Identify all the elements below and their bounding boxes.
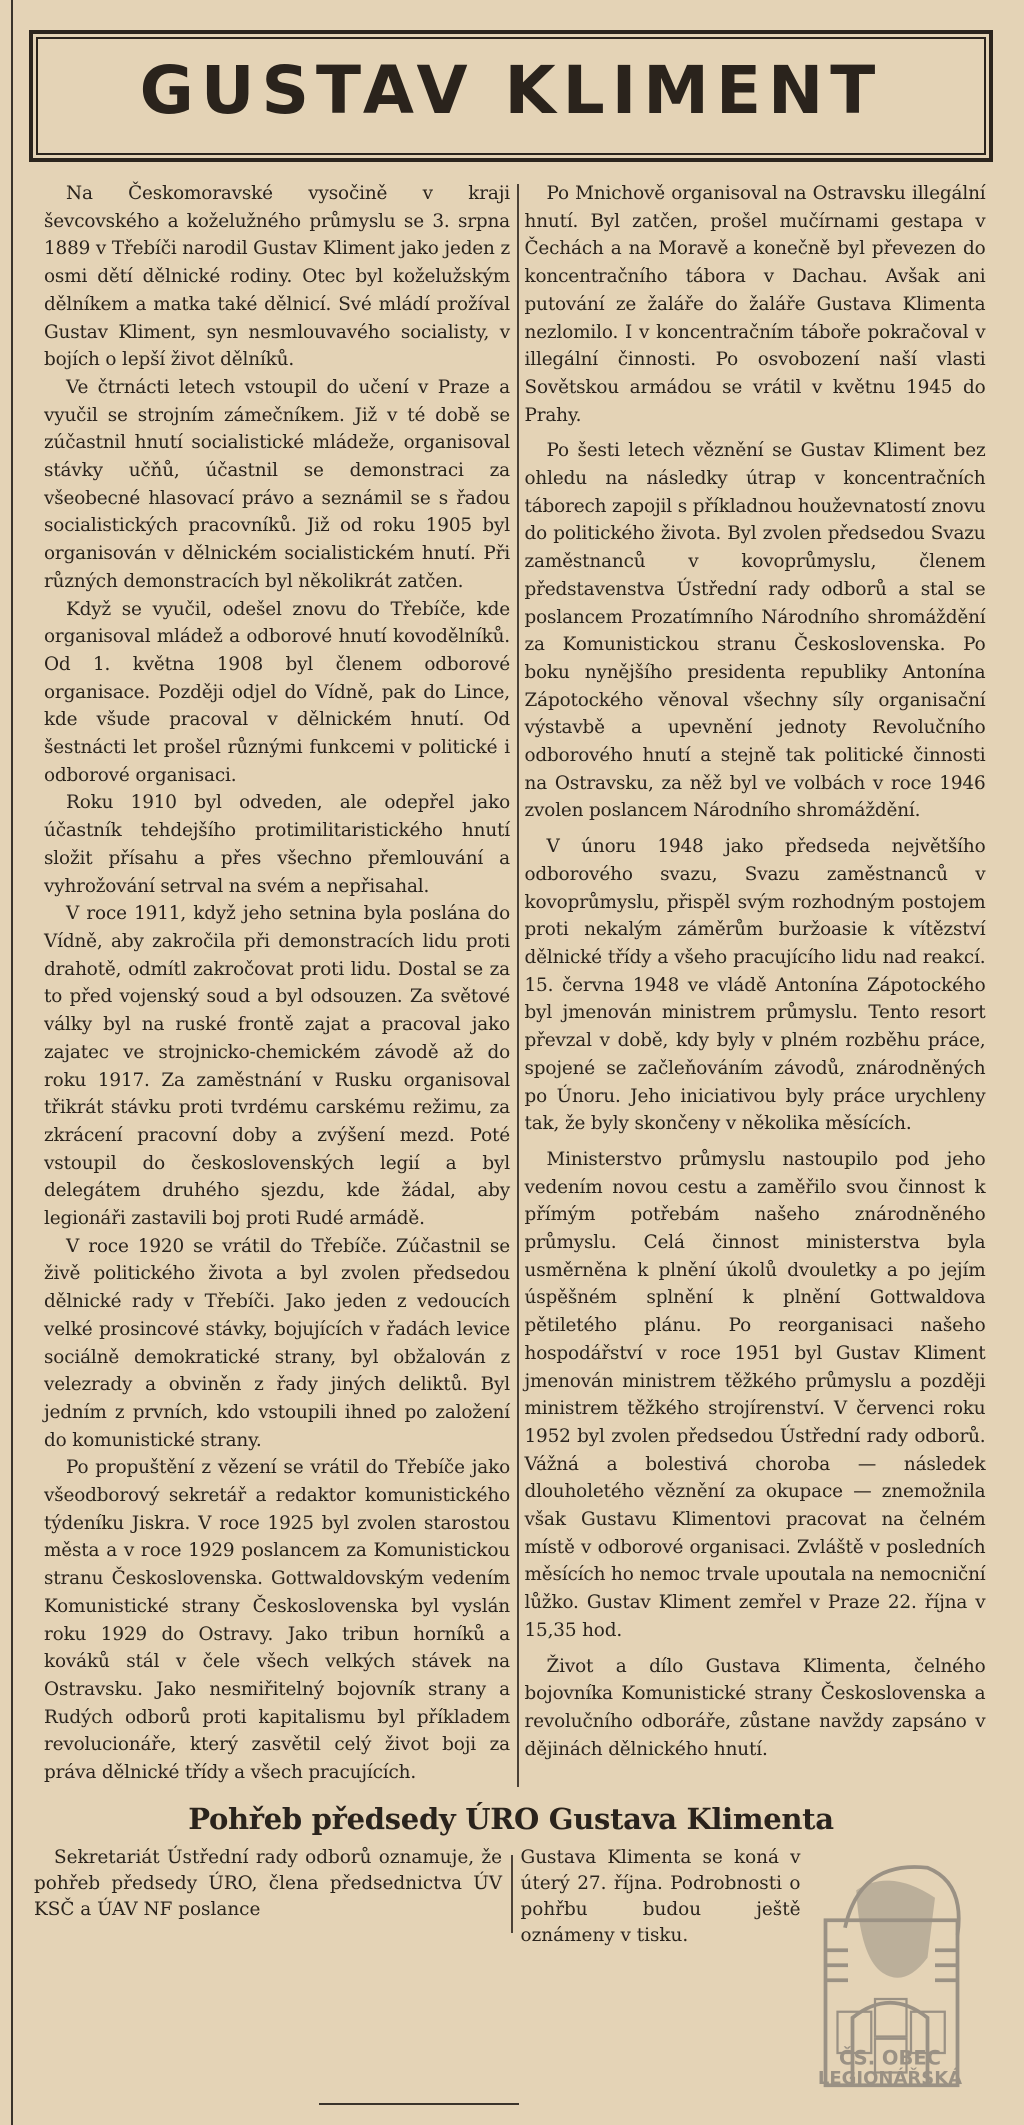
funeral-notice bbox=[29, 1845, 993, 2093]
paragraph: V únoru 1948 jako předseda největšího odborového svazu, Svazu zaměstnanců v kovoprůmyslu, přispěl svým rozhodným postojem proti nekalým záměrům buržoasie k vítězství dělnické třídy a všeho pracujícího lidu nad reakcí. 15. června 1948 ve vládě Antonína Zápotockého byl jmenován ministrem průmyslu. Tento resort převzal v době, kdy byly v plném rozběhu práce, spojené se začleňováním závodů, znárodněných po Únoru. Jeho iniciativou byly práce urychleny tak, že byly skončeny v několika měsících. bbox=[524, 836, 986, 1135]
legion-stamp-logo bbox=[815, 1845, 965, 2093]
paragraph: Po Mnichově organisoval na Ostravsku illegální hnutí. Byl zatčen, prošel mučírnami gestapa v Čechách a na Moravě a konečně byl převezen do koncentračního tábora v Dachau. Avšak ani putování ze žaláře do žaláře Gustava Klimenta nezlomilo. I v koncentračním táboře pokračoval v illegální činnosti. Po osvobození naší vlasti Sovětskou armádou se vrátil v květnu 1945 do Prahy. bbox=[524, 183, 986, 426]
left-column bbox=[44, 180, 510, 1787]
stamp-line2: LEGIONÁŘSKÁ bbox=[817, 2067, 962, 2089]
paragraph: V roce 1920 se vrátil do Třebíče. Zúčastnil se živě politického života a byl zvolen předsedou dělnické rady v Třebíči. Jako jeden z vedoucích velké prosincové stávky, bojujících v řadách levice sociálně demokratické strany, byl obžalován z velezrady a obviněn z řady jiných deliktů. Byl jedním z prvních, kdo vstoupili ihned po založení do komunistické strany. bbox=[44, 1235, 510, 1451]
column-divider bbox=[517, 184, 519, 1787]
closing-rule bbox=[319, 2103, 519, 2105]
paragraph: Roku 1910 byl odveden, ale odepřel jako účastník tehdejšího protimilitaristického hnutí složit přísahu a přes všechno přemlouvání a vyhrožování setrval na svém a nepřisahal. bbox=[44, 792, 510, 897]
paragraph: Gustava Klimenta se koná v úterý 27. října. Podrobnosti o pohřbu budou ještě oznámeny v tisku. bbox=[520, 1846, 801, 1946]
article-title: GUSTAV KLIMENT bbox=[139, 52, 883, 129]
paragraph: Po šesti letech věznění se Gustav Kliment bez ohledu na následky útrap v koncentračních táborech zapojil s příkladnou houževnatostí znovu do politického života. Byl zvolen předsedou Svazu zaměstnanců v kovoprůmyslu, členem představenstva Ústřední rady odborů a stal se poslancem Prozatímního Národního shromáždění za Komunistickou stranu Československa. Po boku nynějšího presidenta republiky Antonína Zápotockého věnoval všechny síly organisační výstavbě a upevnění jednoty Revolučního odborového hnutí a stejně tak politické činnosti na Ostravsku, za něž byl ve volbách v roce 1946 zvolen poslancem Národního shromáždění. bbox=[524, 440, 986, 822]
paragraph: V roce 1911, když jeho setnina byla poslána do Vídně, aby zakročila při demonstracích lidu proti drahotě, odmítl zakročovat proti lidu. Dostal se za to před vojenský soud a byl odsouzen. Za světové války byl na ruské frontě zajat a pracoval jako zajatec ve strojnicko-chemickém závodě až do roku 1917. Za zaměstnání v Rusku organisoval třikrát stávku proti tvrdému carskému režimu, za zkrácení pracovní doby a zvýšení mezd. Poté vstoupil do československých legií a byl delegátem druhého sjezdu, kde žádal, aby legionáři zastavili boj proti Rudé armádě. bbox=[44, 903, 510, 1230]
paragraph: Ministerstvo průmyslu nastoupilo pod jeho vedením novou cestu a zaměřilo svou činnost k přímým potřebám našeho znárodněného průmyslu. Celá činnost ministerstva byla usměrněna k plnění úkolů dvouletky a po jejím úspěšném splnění k plnění Gottwaldova pětiletého plánu. Po reorganisaci našeho hospodářství v roce 1951 byl Gustav Kliment jmenován ministrem těžkého průmyslu a později ministrem těžkého strojírenství. V červenci roku 1952 byl zvolen předsedou Ústřední rady odborů. Vážná a bolestivá choroba — následek dlouholetého věznění za okupace — znemožnila však Gustavu Klimentovi pracovat na čelném místě v odborové organisaci. Zvláště v posledních měsících ho nemoc trvale upoutala na nemocniční lůžko. Gustav Kliment zemřel v Praze 22. října v 15,35 hod. bbox=[524, 1148, 986, 1641]
paragraph: Po propuštění z vězení se vrátil do Třebíče jako všeodborový sekretář a redaktor komunistického týdeníku Jiskra. V roce 1925 byl zvolen starostou města a v roce 1929 poslancem za Komunistickou stranu Československa. Gottwaldovským vedením Komunistické strany Československa byl vyslán roku 1929 do Ostravy. Jako tribun horníků a kováků stál v čele všech velkých stávek na Ostravsku. Jako nesmiřitelný bojovník strany a Rudých odborů proti kapitalismu byl příkladem revolucionáře, který zasvětil celý život boji za práva dělnické třídy a všech pracujících. bbox=[44, 1457, 510, 1784]
funeral-right-column bbox=[521, 1845, 801, 1949]
paragraph: Když se vyučil, odešel znovu do Třebíče, kde organisoval mládež a odborové hnutí kovodělníků. Od 1. května 1908 byl členem odborové organisace. Později odjel do Vídně, pak do Lince, kde všude pracoval v dělnickém hnutí. Od šestnácti let prošel různými funkcemi v politické i odborové organisaci. bbox=[44, 598, 510, 786]
title-box bbox=[29, 30, 993, 162]
article-columns bbox=[29, 180, 993, 1787]
paragraph: Na Českomoravské vysočině v kraji ševcovského a koželužného průmyslu se 3. srpna 1889 v Třebíči narodil Gustav Kliment jako jeden z osmi dětí dělnické rodiny. Otec byl koželužským dělníkem a matka také dělnicí. Své mládí prožíval Gustav Kliment, syn nesmlouvavého socialisty, v bojích o lepší život dělníků. bbox=[44, 183, 510, 371]
newspaper-page bbox=[11, 0, 1024, 2125]
paragraph: Život a dílo Gustava Klimenta, čelného bojovníka Komunistické strany Československa a revolučního odboráře, zůstane navždy zapsáno v dějinách dělnického hnutí. bbox=[524, 1655, 986, 1760]
paragraph: Sekretariát Ústřední rady odborů oznamuje, že pohřeb předsedy ÚRO, člena předsednictva ÚV KSČ a ÚAV NF poslance bbox=[34, 1846, 502, 1920]
paragraph: Ve čtrnácti letech vstoupil do učení v Praze a vyučil se strojním zámečníkem. Již v té době se zúčastnil hnutí socialistické mládeže, organisoval stávky učňů, účastnil se demonstraci za všeobecné hlasovací právo a seznámil se s řadou socialistických pracovníků. Již od roku 1905 byl organisován v dělnickém socialistickém hnutí. Při různých demonstracích byl několikrát zatčen. bbox=[44, 376, 510, 592]
funeral-heading: Pohřeb předsedy ÚRO Gustava Klimenta bbox=[188, 1801, 834, 1836]
funeral-left-column bbox=[34, 1845, 502, 1923]
stamp-line1: ČS. OBEC bbox=[838, 2046, 941, 2070]
column-divider bbox=[511, 1855, 513, 1933]
right-column bbox=[525, 180, 986, 1787]
